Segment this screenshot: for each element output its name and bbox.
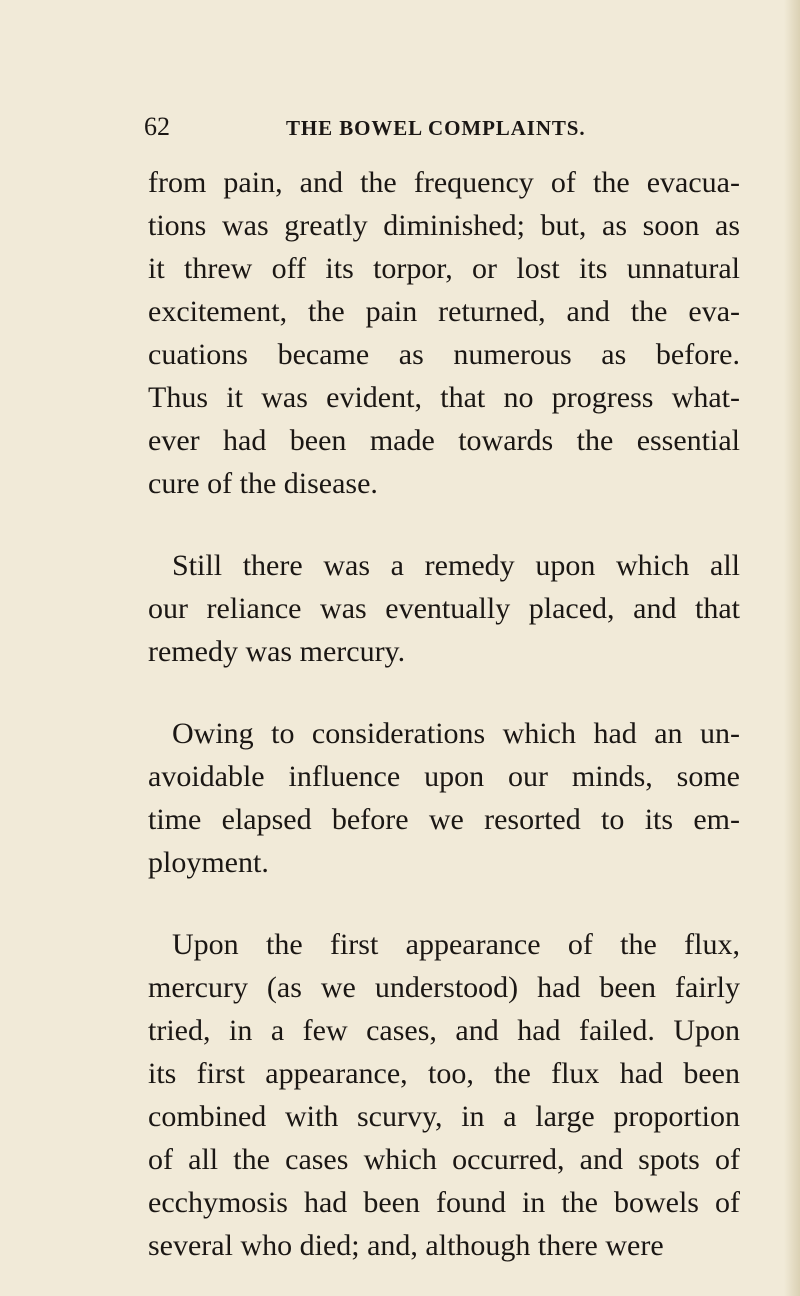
paragraph [148,161,740,505]
text-line: remedy was mercury. [148,635,406,668]
page-header [144,112,644,142]
text-line: avoidable influence upon our minds, some [148,760,740,793]
text-line: Still there was a remedy upon which all [172,549,740,582]
text-line: ployment. [148,846,269,879]
text-line: its first appearance, too, the flux had been [148,1057,740,1090]
text-line: it threw off its torpor, or lost its unnatural [148,252,740,285]
text-line: of all the cases which occurred, and spots of [148,1143,740,1176]
text-line: mercury (as we understood) had been fairly [148,971,740,1004]
text-line: from pain, and the frequency of the evacua- [148,166,740,199]
running-head: THE BOWEL COMPLAINTS. [286,116,586,140]
text-line: Upon the first appearance of the flux, [172,928,740,961]
text-line: our reliance was eventually placed, and that [148,592,740,625]
text-line: cure of the disease. [148,467,378,500]
text-line: Thus it was evident, that no progress what- [148,381,740,414]
text-line: several who died; and, although there were [148,1229,664,1262]
text-line: tions was greatly diminished; but, as soon as [148,209,740,242]
text-line: cuations became as numerous as before. [148,338,740,371]
page-edge-shadow [784,0,800,1296]
text-line: time elapsed before we resorted to its em- [148,803,740,836]
text-line: combined with scurvy, in a large proportion [148,1100,740,1133]
text-line: excitement, the pain returned, and the eva- [148,295,740,328]
paragraph [148,712,740,884]
text-line: ecchymosis had been found in the bowels of [148,1186,740,1219]
paragraph [148,923,740,1267]
text-line: ever had been made towards the essential [148,424,740,457]
page-number: 62 [144,112,170,141]
paragraph [148,544,740,673]
text-line: tried, in a few cases, and had failed. Upon [148,1014,740,1047]
body-text [148,161,740,1267]
text-line: Owing to considerations which had an un- [172,717,740,750]
